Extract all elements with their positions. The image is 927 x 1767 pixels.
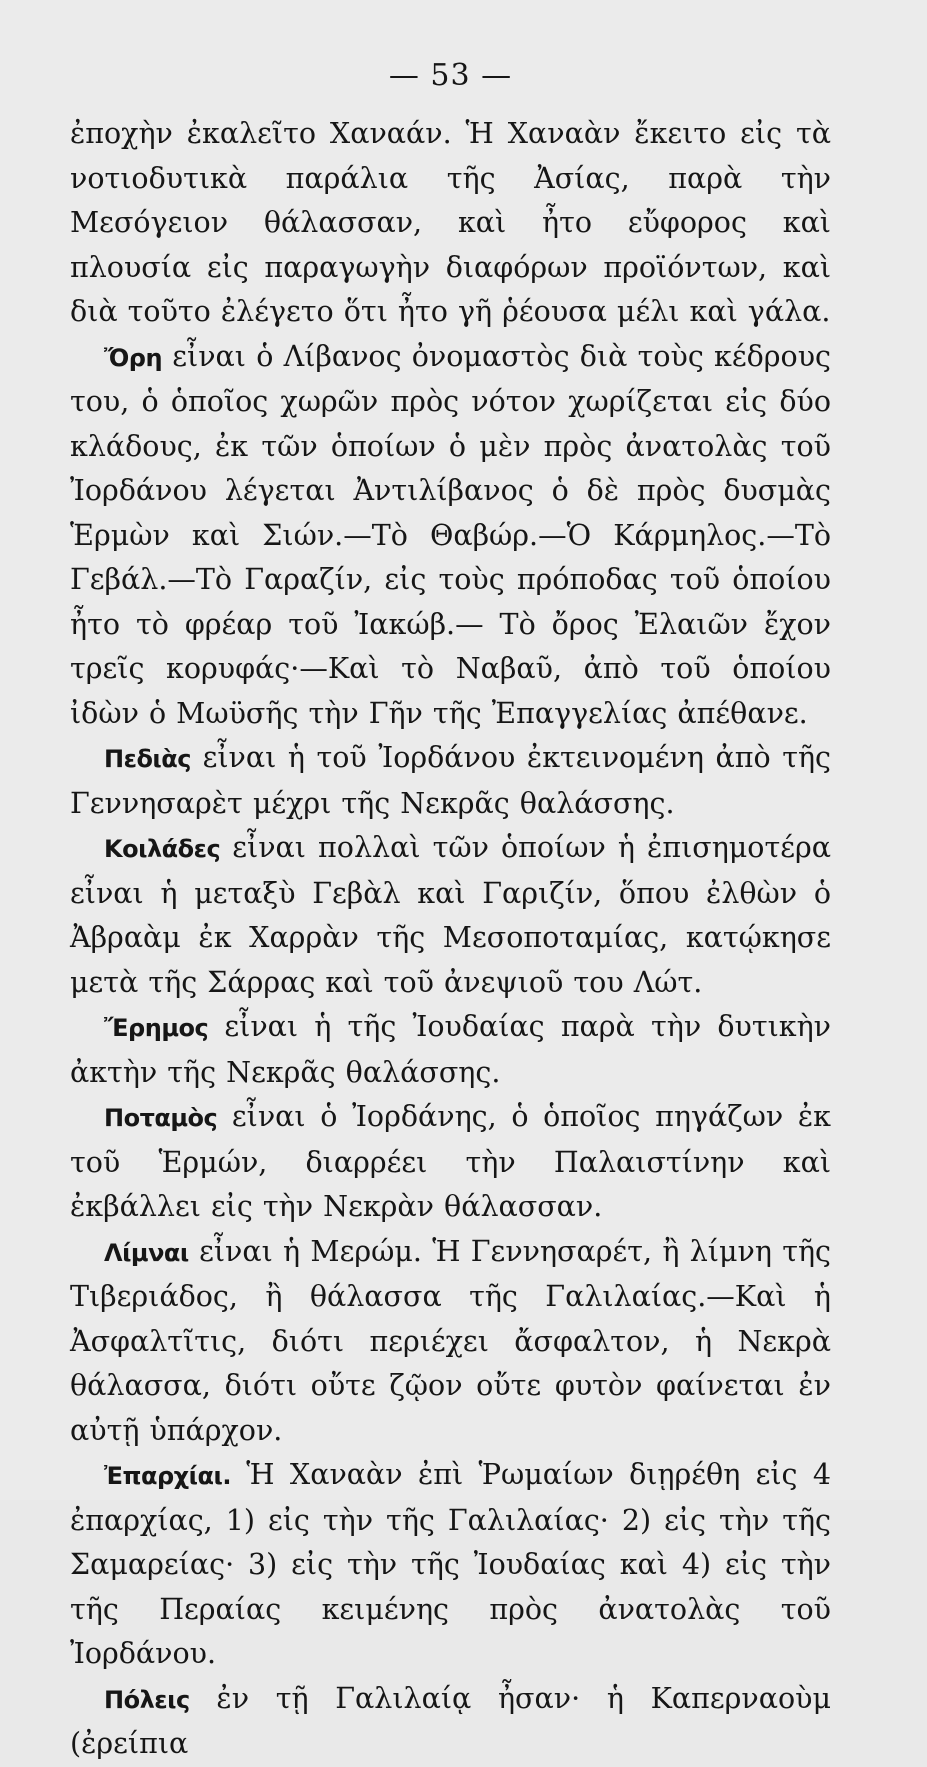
section-heading-mountains: Ὄρη [104, 343, 163, 372]
paragraph-text: εἶναι ἡ Μερώμ. Ἡ Γεννησαρέτ, ἢ λίμνη τῆς Τιβεριάδος, ἢ θάλασσα τῆς Γαλιλαίας.—Καὶ ἡ Ἀσφαλτῖτις, διότι περιέχει ἄσφαλτον, ἡ Νεκρὰ θάλασσα, διότι οὔτε ζῷον οὔτε φυτὸν φαίνεται ἐν αὐτῇ ὑπάρχον. [70, 1234, 831, 1447]
paragraph-text: εἶναι ὁ Λίβανος ὀνομαστὸς διὰ τοὺς κέδρους του, ὁ ὁποῖος χωρῶν πρὸς νότον χωρίζεται εἰς δύο κλάδους, ἐκ τῶν ὁποίων ὁ μὲν πρὸς ἀνατολὰς τοῦ Ἰορδάνου λέγεται Ἀντιλίβανος ὁ δὲ πρὸς δυσμὰς Ἑρμὼν καὶ Σιών.—Τὸ Θαβώρ.—Ὁ Κάρμηλος.—Τὸ Γεβάλ.—Τὸ Γαραζίν, εἰς τοὺς πρόποδας τοῦ ὁποίου ἦτο τὸ φρέαρ τοῦ Ἰακώβ.— Τὸ ὄρος Ἐλαιῶν ἔχον τρεῖς κορυφάς·—Καὶ τὸ Ναβαῦ, ἀπὸ τοῦ ὁποίου ἰδὼν ὁ Μωϋσῆς τὴν Γῆν τῆς Ἐπαγγελίας ἀπέθανε. [70, 339, 831, 730]
paragraph-text: ἐν τῇ Γαλιλαίᾳ ἦσαν· ἡ Καπερναοὺμ (ἐρείπια [70, 1681, 831, 1760]
section-heading-lakes: Λίμναι [104, 1238, 189, 1267]
paragraph-lakes [70, 1230, 831, 1454]
paragraph-plain [70, 736, 831, 826]
paragraph-provinces [70, 1453, 831, 1677]
page-number: — 53 — [388, 58, 513, 93]
paragraph-valleys [70, 826, 831, 1005]
section-heading-river: Ποταμὸς [104, 1104, 218, 1132]
paragraph-text: εἶναι ὁ Ἰορδάνης, ὁ ὁποῖος πηγάζων ἐκ τοῦ Ἑρμών, διαρρέει τὴν Παλαιστίνην καὶ ἐκβάλλει εἰς τὴν Νεκρὰν θάλασσαν. [70, 1100, 831, 1223]
paragraph-cities [70, 1677, 831, 1767]
paragraph-text: ἐποχὴν ἐκαλεῖτο Χαναάν. Ἡ Χαναὰν ἔκειτο εἰς τὰ νοτιοδυτικὰ παράλια τῆς Ἀσίας, παρὰ τὴν Μεσόγειον θάλασσαν, καὶ ἦτο εὔφορος καὶ πλουσία εἰς παραγωγὴν διαφόρων προϊόντων, καὶ διὰ τοῦτο ἐλέγετο ὅτι ἦτο γῆ ῥέουσα μέλι καὶ γάλα. [70, 117, 831, 328]
paragraph-mountains [70, 335, 831, 737]
section-heading-desert: Ἔρημος [104, 1014, 209, 1042]
section-heading-valleys: Κοιλάδες [104, 835, 221, 863]
paragraph-text: Ἡ Χαναὰν ἐπὶ Ῥωμαίων διῃρέθη εἰς 4 ἐπαρχίας, 1) εἰς τὴν τῆς Γαλιλαίας· 2) εἰς τὴν τῆς Σαμαρείας· 3) εἰς τὴν τῆς Ἰουδαίας καὶ 4) εἰς τὴν τῆς Περαίας κειμένης πρὸς ἀνατολὰς τοῦ Ἰορδάνου. [70, 1458, 831, 1670]
section-heading-provinces: Ἐπαρχίαι. [104, 1462, 231, 1490]
paragraph-text: εἶναι πολλαὶ τῶν ὁποίων ἡ ἐπισημοτέρα εἶναι ἡ μεταξὺ Γεβὰλ καὶ Γαριζίν, ὅπου ἐλθὼν ὁ Ἀβραὰμ ἐκ Χαρρὰν τῆς Μεσοποταμίας, κατῴκησε μετὰ τῆς Σάρρας καὶ τοῦ ἀνεψιοῦ του Λώτ. [70, 831, 831, 999]
section-heading-plain: Πεδιὰς [104, 745, 191, 773]
paragraph-canaan-intro [70, 112, 831, 335]
paragraph-desert [70, 1005, 831, 1095]
paragraph-text: εἶναι ἡ τῆς Ἰουδαίας παρὰ τὴν δυτικὴν ἀκτὴν τῆς Νεκρᾶς θαλάσσης. [70, 1010, 831, 1089]
paragraph-river [70, 1095, 831, 1230]
page-body [70, 112, 831, 1767]
paragraph-text: εἶναι ἡ τοῦ Ἰορδάνου ἐκτεινομένη ἀπὸ τῆς Γεννησαρὲτ μέχρι τῆς Νεκρᾶς θαλάσσης. [70, 741, 831, 820]
section-heading-cities: Πόλεις [104, 1685, 190, 1714]
